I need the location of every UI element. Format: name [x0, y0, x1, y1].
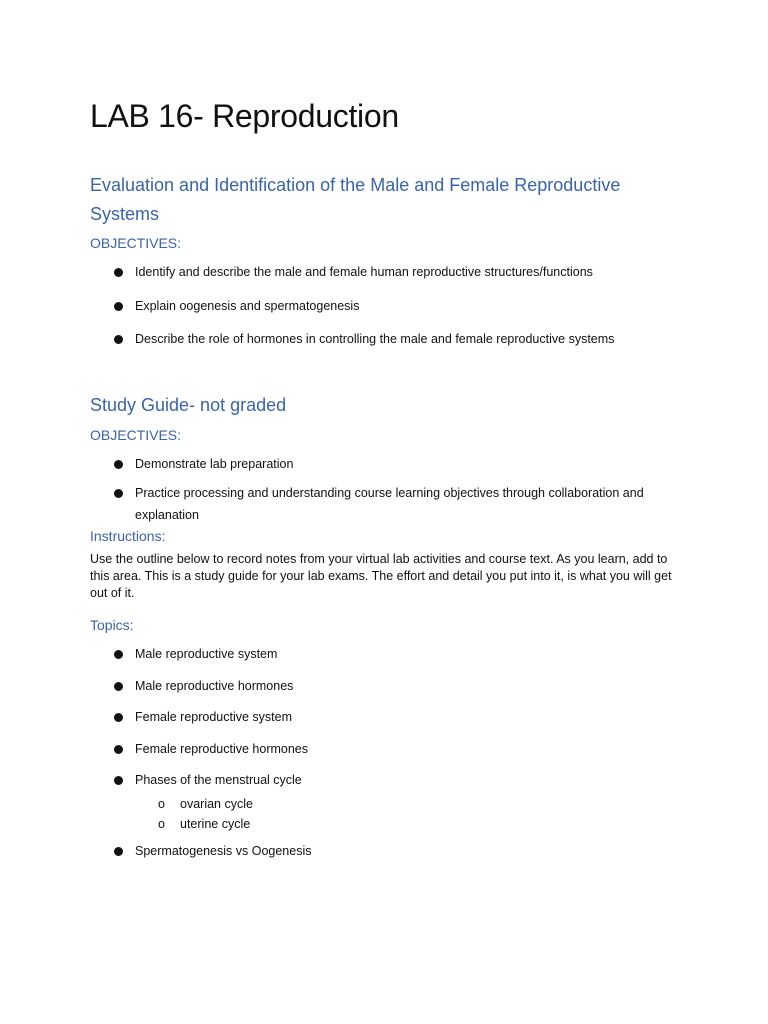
list-item: Describe the role of hormones in controlling the male and female reproductive systems — [90, 328, 690, 350]
bullet-icon — [114, 335, 123, 344]
section-heading-evaluation: Evaluation and Identification of the Male and Female Reproductive Systems — [90, 175, 621, 224]
instructions-text: Use the outline below to record notes from your virtual lab activities and course text. As you learn, add to this area. This is a study guide for your lab exams. The effort and detail you put into it, is what you will get out of it. — [90, 552, 672, 600]
bullet-icon — [114, 847, 123, 856]
topics-label: Topics: — [90, 617, 134, 633]
list-item: Practice processing and understanding course learning objectives through collaboration and explanation — [90, 482, 670, 526]
bullet-icon — [114, 713, 123, 722]
bullet-icon — [114, 682, 123, 691]
list-item: Male reproductive hormones — [90, 675, 690, 697]
list-item: Female reproductive hormones — [90, 738, 690, 760]
bullet-icon — [114, 489, 123, 498]
bullet-icon — [114, 302, 123, 311]
bullet-icon — [114, 460, 123, 469]
objectives-label: OBJECTIVES: — [90, 235, 182, 251]
instructions-label: Instructions: — [90, 528, 166, 544]
bullet-icon — [114, 776, 123, 785]
list-item: Explain oogenesis and spermatogenesis — [90, 295, 690, 317]
list-item: Male reproductive system — [90, 643, 690, 665]
list-item: Identify and describe the male and female human reproductive structures/functions — [90, 261, 690, 283]
objectives-label: OBJECTIVES: — [90, 427, 182, 443]
list-item: Female reproductive system — [90, 706, 690, 728]
bullet-icon — [114, 745, 123, 754]
page-title: LAB 16- Reproduction — [90, 98, 399, 134]
list-item: Spermatogenesis vs Oogenesis — [90, 840, 690, 862]
list-item: Demonstrate lab preparation — [90, 453, 690, 475]
bullet-icon — [114, 268, 123, 277]
bullet-icon — [114, 650, 123, 659]
section-heading-study-guide: Study Guide- not graded — [90, 395, 287, 415]
circle-bullet-icon: o — [158, 817, 165, 831]
list-item: Phases of the menstrual cycle — [90, 769, 690, 791]
circle-bullet-icon: o — [158, 797, 165, 811]
